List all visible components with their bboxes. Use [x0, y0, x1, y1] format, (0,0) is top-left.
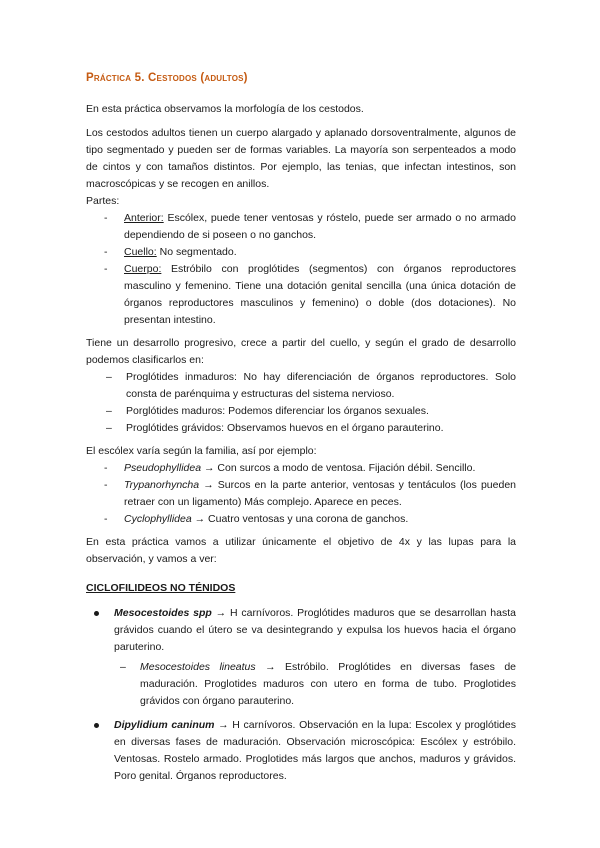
species-text: H carnívoros. Proglótides maduros que se desarrollan hasta grávidos cuando el útero se va desintegrando y expulsa los huevos hacia el órgano paruterino. — [114, 607, 516, 653]
list-item — [86, 605, 516, 710]
family-name: Cyclophyllidea — [124, 513, 192, 525]
dash-marker: – — [106, 422, 112, 434]
dash-marker: – — [106, 371, 112, 383]
arrow-icon: → — [203, 462, 215, 474]
list-item — [86, 403, 516, 420]
dash-marker: - — [104, 246, 108, 258]
practica-paragraph: En esta práctica vamos a utilizar únicamente el objetivo de 4x y las lupas para la observación, y vamos a ver: — [86, 536, 516, 565]
arrow-icon: → — [218, 719, 229, 731]
term: Cuello: — [124, 246, 157, 258]
escolex-paragraph: El escólex varía según la familia, así por ejemplo: — [86, 445, 317, 457]
list-text: Con surcos a modo de ventosa. Fijación débil. Sencillo. — [214, 462, 476, 474]
familias-list — [86, 460, 516, 528]
partes-label: Partes: — [86, 195, 120, 207]
sub-list — [114, 659, 516, 710]
list-item — [86, 420, 516, 437]
dash-marker: - — [104, 479, 108, 491]
section-heading: CICLOFILIDEOS NO TÉNIDOS — [86, 582, 236, 594]
list-item — [86, 210, 516, 244]
list-item — [86, 477, 516, 511]
dash-marker: - — [104, 263, 108, 275]
definition: No segmentado. — [156, 246, 237, 258]
list-item — [86, 369, 516, 403]
partes-list — [86, 210, 516, 329]
list-text: Porglótides maduros: Podemos diferenciar los órganos sexuales. — [126, 405, 429, 417]
arrow-icon: → — [194, 513, 206, 525]
description-paragraph: Los cestodos adultos tienen un cuerpo alargado y aplanado dorsoventralmente, algunos de tipo segmentado y pueden ser de formas variables. La mayoría son serpenteados a modo de cintos y con tamaños distintos. Por ejemplo, las tenias, que infectan intestinos, son macroscópicas y se recogen en anillos. — [86, 127, 516, 190]
bullet-icon — [94, 723, 99, 728]
species-text: H carnívoros. Observación en la lupa: Escolex y proglótides en diversas fases de maduración. Observación microscópica: Escólex y estróbilo. Ventosas. Rostelo armado. Proglotides más largos que anchos, maduros y grávidos. Poro genital. Órganos reproductores. — [114, 719, 516, 782]
dash-marker: - — [104, 513, 108, 525]
page-title: Práctica 5. Cestodos (adultos) — [86, 72, 248, 84]
list-text: Proglótides grávidos: Observamos huevos en el órgano parauterino. — [126, 422, 444, 434]
proglotides-list — [86, 369, 516, 437]
species-name: Mesocestoides spp — [114, 607, 212, 619]
dash-marker: – — [120, 661, 126, 673]
definition: Escólex, puede tener ventosas y róstelo, puede ser armado o no armado dependiendo de si poseen o no ganchos. — [124, 212, 516, 241]
arrow-icon: → — [265, 661, 276, 673]
document-content — [86, 70, 516, 792]
list-item — [86, 244, 516, 261]
list-text: Cuatro ventosas y una corona de ganchos. — [205, 513, 409, 525]
dash-marker: - — [104, 462, 108, 474]
list-text: Proglótides inmaduros: No hay diferenciación de órganos reproductores. Solo consta de parénquima y estructuras del sistema nervioso. — [126, 371, 516, 400]
dash-marker: - — [104, 212, 108, 224]
definition: Estróbilo con proglótides (segmentos) con órganos reproductores masculino y femenino. Tiene una dotación genital sencilla (una única dotación de órganos reproductores masculinos y femenino) o doble (dos dotaciones). No presentan intestino. — [124, 263, 516, 326]
family-name: Pseudophyllidea — [124, 462, 202, 474]
list-item — [86, 261, 516, 329]
list-text: Surcos en la parte anterior, ventosas y tentáculos (los pueden retraer con un ligamento) Más complejo. Aparece en peces. — [124, 479, 516, 508]
intro-paragraph: En esta práctica observamos la morfología de los cestodos. — [86, 103, 364, 115]
arrow-icon: → — [203, 479, 214, 491]
list-item — [86, 511, 516, 528]
species-name: Dipylidium caninum — [114, 719, 215, 731]
desarrollo-paragraph: Tiene un desarrollo progresivo, crece a partir del cuello, y según el grado de desarrollo podemos clasificarlos en: — [86, 337, 516, 366]
term: Anterior: — [124, 212, 164, 224]
family-name: Trypanorhyncha — [124, 479, 200, 491]
species-name: Mesocestoides lineatus — [140, 661, 256, 673]
species-text: Estróbilo. Proglótides en diversas fases de maduración. Proglotides maduros con utero en forma de tubo. Proglotides grávidos con órgano parauterino. — [140, 661, 516, 707]
species-list — [86, 605, 516, 785]
list-item — [114, 659, 516, 710]
list-item — [86, 460, 516, 477]
arrow-icon: → — [215, 607, 227, 619]
term: Cuerpo: — [124, 263, 162, 275]
bullet-icon — [94, 611, 99, 616]
dash-marker: – — [106, 405, 112, 417]
list-item — [86, 717, 516, 785]
